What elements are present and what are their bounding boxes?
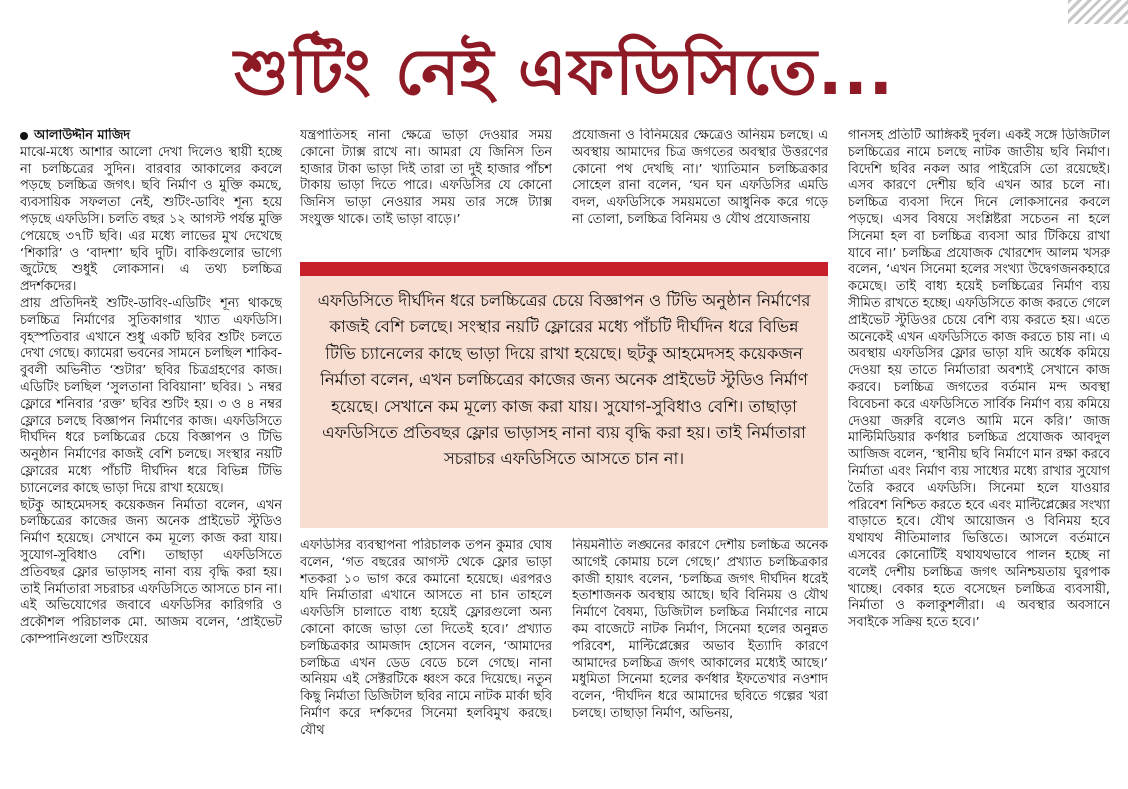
pullquote-red-bar	[300, 262, 828, 276]
column-3-bottom	[572, 538, 828, 783]
paragraph: ছটকু আহমেদসহ কয়েকজন নির্মাতা বলেন, এখন চলচ্চিত্রের কাজের জন্য অনেক প্রাইভেট স্টুডিও নির্মাণ হয়েছে। সেখানে কম মূল্যে কাজ করা যায়। সুযোগ-সুবিধাও বেশি। তাছাড়া এফডিসিতে প্রতিবছর ফ্লোর ভাড়াসহ নানা ব্যয় বৃদ্ধি করা হয়। তাই নির্মাতারা সচরাচর এফডিসিতে আসতে চান না।	[20, 497, 282, 597]
pullquote-box	[300, 276, 828, 528]
paragraph: প্রযোজনা ও বিনিময়ের ক্ষেত্রেও অনিয়ম চলছে। এ অবস্থায় আমাদের চিত্র জগতের অবস্থার উত্তরণের কোনো পথ দেখছি না।’ খ্যাতিমান চলচ্চিত্রকার সোহেল রানা বলেন, ‘ঘন ঘন এফডিসির এমডি বদল, এফডিসিকে সময়মতো আধুনিক করে গড়ে না তোলা, চলচ্চিত্র বিনিময় ও যৌথ প্রযোজনায়	[572, 128, 828, 227]
column-4	[848, 128, 1110, 783]
column-2-bottom	[300, 538, 552, 783]
paragraph: এই অভিযোগের জবাবে এফডিসির কারিগরি ও প্রকৌশল পরিচালক মো. আজম বলেন, ‘প্রাইভেট কোম্পানিগুলো শুটিংয়ের	[20, 598, 282, 647]
paragraph: গানসহ প্রতিটি আঙ্গিকই দুর্বল। একই সঙ্গে ডিজিটাল চলচ্চিত্রের নামে চলছে নাটক জাতীয় ছবি নির্মাণ। বিদেশি ছবির নকল আর পাইরেসি তো রয়েছেই। এসব কারণে দেশীয় ছবি এখন আর চলে না। চলচ্চিত্র ব্যবসা দিনে দিনে লোকসানের কবলে পড়ছে। এসব বিষয়ে সংশ্লিষ্টরা সচেতন না হলে সিনেমা হল বা চলচ্চিত্র ব্যবসা আর টিকিয়ে রাখা যাবে না।’ চলচ্চিত্র প্রযোজক খোরশেদ আলম খসরু বলেন, ‘এখন সিনেমা হলের সংখ্যা উদ্বেগজনকহারে কমেছে। তাই বাধ্য হয়েই চলচ্চিত্রের নির্মাণ ব্যয় সীমিত রাখতে হচ্ছে। এফডিসিতে কাজ করতে গেলে প্রাইভেট স্টুডিওর চেয়ে বেশি ব্যয় করতে হয়। এতে অনেকেই এখন এফডিসিতে কাজ করতে চায় না। এ অবস্থায় এফডিসির ফ্লোর ভাড়া যদি অর্ধেক কমিয়ে দেওয়া হয় তাতে নির্মাতারা অবশ্যই সেখানে কাজ করবে। চলচ্চিত্র জগতের বর্তমান মন্দ অবস্থা বিবেচনা করে এফডিসিতে সার্বিক নির্মাণ ব্যয় কমিয়ে দেওয়া জরুরি বলেও আমি মনে করি।’ জাজ মাল্টিমিডিয়ার কর্ণধার চলচ্চিত্র প্রযোজক আবদুল আজিজ বলেন, ‘স্থানীয় ছবি নির্মাণে মান রক্ষা করবে নির্মাতা এবং নির্মাণ ব্যয় সাধ্যের মধ্যে রাখার সুযোগ তৈরি করবে এফডিসি। সিনেমা হলে যাওয়ার পরিবেশ নিশ্চিত করতে হবে এবং মাল্টিপ্লেক্সের সংখ্যা বাড়াতে হবে। যৌথ আয়োজন ও বিনিময় হবে যথাযথ নীতিমালার ভিত্তিতে। আসলে বর্তমানে এসবের কোনোটিই যথাযথভাবে পালন হচ্ছে না বলেই দেশীয় চলচ্চিত্র জগৎ অনিশ্চয়তায় ঘুরপাক খাচ্ছে। বেকার হতে বসেছেন চলচ্চিত্র ব্যবসায়ী, নির্মাতা ও কলাকুশলীরা। এ অবস্থার অবসানে সবাইকে সক্রিয় হতে হবে।’	[848, 128, 1110, 631]
corner-decoration	[1068, 0, 1128, 24]
column-2-top	[300, 128, 552, 260]
paragraph: মাঝে-মধ্যে আশার আলো দেখা দিলেও স্থায়ী হচ্ছে না চলচ্চিত্রের সুদিন। বারবার আকালের কবলে পড়ছে চলচ্চিত্র জগৎ। ছবি নির্মাণ ও মুক্তি কমছে, ব্যবসায়িক সফলতা নেই, শুটিং-ডাবিং শূন্য হয়ে পড়ছে এফডিসি। চলতি বছর ১২ আগস্ট পর্যন্ত মুক্তি পেয়েছে ৩৭টি ছবি। এর মধ্যে লাভের মুখ দেখেছে ‘শিকারি’ ও ‘বাদশা’ ছবি দুটি। বাকিগুলোর ভাগ্যে জুটেছে শুধুই লোকসান। এ তথ্য চলচ্চিত্র প্রদর্শকদের।	[20, 144, 282, 295]
byline-text: আলাউদ্দীন মাজিদ	[34, 128, 131, 143]
paragraph: এফডিসির ব্যবস্থাপনা পরিচালক তপন কুমার ঘোষ বলেন, ‘গত বছরের আগস্ট থেকে ফ্লোর ভাড়া শতকরা ১০ ভাগ করে কমানো হয়েছে। এরপরও যদি নির্মাতারা এখানে আসতে না চান তাহলে এফডিসি চালাতে বাধ্য হয়েই ফ্লোরগুলো অন্য কোনো কাজে ভাড়া তো দিতেই হবে।’ প্রখ্যাত চলচ্চিত্রকার আমজাদ হোসেন বলেন, ‘আমাদের চলচ্চিত্র এখন ডেড বেডে চলে গেছে। নানা অনিয়ম এই সেক্টরটিকে ধ্বংস করে দিয়েছে। নতুন কিছু নির্মাতা ডিজিটাল ছবির নামে নাটক মার্কা ছবি নির্মাণ করে দর্শকদের সিনেমা হলবিমুখ করছে। যৌথ	[300, 538, 552, 738]
paragraph: যন্ত্রপাতিসহ নানা ক্ষেত্রে ভাড়া দেওয়ার সময় কোনো ট্যাক্স রাখে না। আমরা যে জিনিস তিন হাজার টাকা ভাড়া দিই তারা তা দুই হাজার পাঁচশ টাকায় ভাড়া দিতে পারে। এফডিসির যে কোনো জিনিস ভাড়া নেওয়ার সময় তার সঙ্গে ট্যাক্স সংযুক্ত থাকে। তাই ভাড়া বাড়ে।’	[300, 128, 552, 227]
paragraph: নিয়মনীতি লঙ্ঘনের কারণে দেশীয় চলচ্চিত্র অনেক আগেই কোমায় চলে গেছে।’ প্রখ্যাত চলচ্চিত্রকার কাজী হায়াৎ বলেন, ‘চলচ্চিত্র জগৎ দীর্ঘদিন ধরেই হতাশাজনক অবস্থায় আছে। ছবি বিনিময় ও যৌথ নির্মাণে বৈষম্য, ডিজিটাল চলচ্চিত্র নির্মাণের নামে কম বাজেটে নাটক নির্মাণ, সিনেমা হলের অনুন্নত পরিবেশ, মাল্টিপ্লেক্সের অভাব ইত্যাদি কারণে আমাদের চলচ্চিত্র জগৎ আকালের মধ্যেই আছে।’ মধুমিতা সিনেমা হলের কর্ণধার ইফতেখার নওশাদ বলেন, ‘দীর্ঘদিন ধরে আমাদের ছবিতে গল্পের খরা চলছে। তাছাড়া নির্মাণ, অভিনয়,	[572, 538, 828, 721]
byline	[20, 128, 282, 145]
paragraph: প্রায় প্রতিদিনই শুটিং-ডাবিং-এডিটিং শূন্য থাকছে চলচ্চিত্র নির্মাণের সুতিকাগার খ্যাত এফডিসি। বৃহস্পতিবার এখানে শুধু একটি ছবির শুটিং চলতে দেখা গেছে। ক্যামেরা ভবনের সামনে চলছিল শাকিব-বুবলী অভিনীত ‘শুটার’ ছবির চিত্রগ্রহণের কাজ। এডিটিং চলছিল ‘সুলতানা বিবিয়ানা’ ছবির। ১ নম্বর ফ্লোরে শনিবার ‘রক্ত’ ছবির শুটিং হয়। ৩ ও ৪ নম্বর ফ্লোরে চলছে বিজ্ঞাপন নির্মাণের কাজ। এফডিসিতে দীর্ঘদিন ধরে চলচ্চিত্রের চেয়ে বিজ্ঞাপন ও টিভি অনুষ্ঠান নির্মাণের কাজই বেশি চলছে। সংস্থার নয়টি ফ্লোরের মধ্যে পাঁচটি দীর্ঘদিন ধরে বিভিন্ন টিভি চ্যানেলের কাছে ভাড়া দিয়ে রাখা হয়েছে।	[20, 295, 282, 496]
column-3-top	[572, 128, 828, 260]
column-1	[20, 128, 282, 783]
bullet-icon	[20, 132, 28, 140]
pullquote-text: এফডিসিতে দীর্ঘদিন ধরে চলচ্চিত্রের চেয়ে বিজ্ঞাপন ও টিভি অনুষ্ঠান নির্মাণের কাজই বেশি চলছে। সংস্থার নয়টি ফ্লোরের মধ্যে পাঁচটি দীর্ঘদিন ধরে বিভিন্ন টিভি চ্যানেলের কাছে ভাড়া দিয়ে রাখা হয়েছে। ছটকু আহমেদসহ কয়েকজন নির্মাতা বলেন, এখন চলচ্চিত্রের কাজের জন্য অনেক প্রাইভেট স্টুডিও নির্মাণ হয়েছে। সেখানে কম মূল্যে কাজ করা যায়। সুযোগ-সুবিধাও বেশি। তাছাড়া এফডিসিতে প্রতিবছর ফ্লোর ভাড়াসহ নানা ব্যয় বৃদ্ধি করা হয়। তাই নির্মাতারা সচরাচর এফডিসিতে আসতে চান না।	[317, 291, 811, 469]
headline: শুটিং নেই এফডিসিতে...	[234, 36, 894, 110]
